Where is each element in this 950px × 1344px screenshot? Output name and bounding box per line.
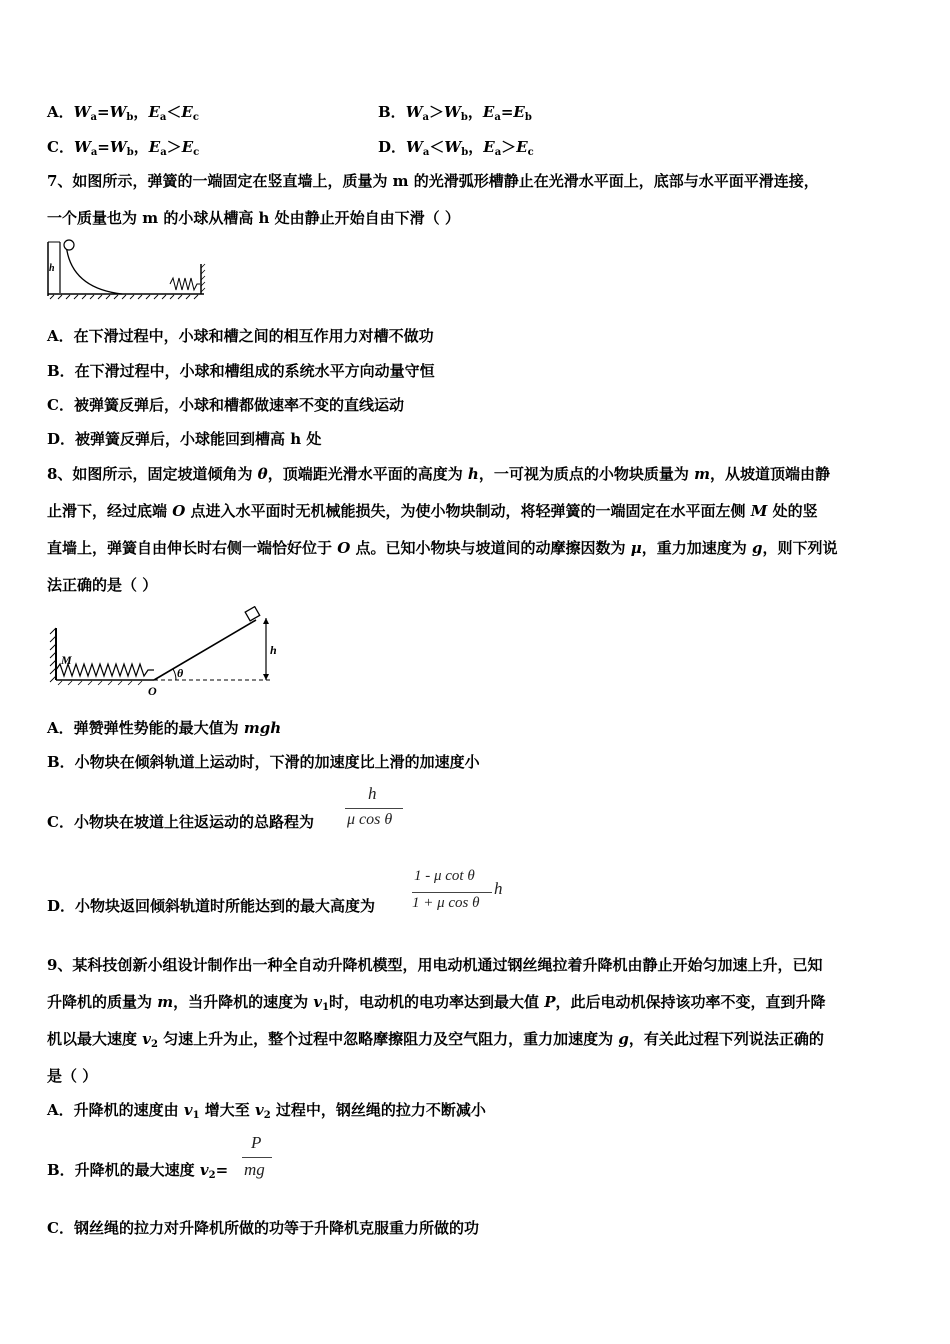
q7-figure bbox=[44, 238, 209, 300]
q7-stem-line1: 7、如图所示，弹簧的一端固定在竖直墙上，质量为 m 的光滑弧形槽静止在光滑水平面上，底部与水平面平滑连接， bbox=[47, 172, 819, 190]
option-d-prev[interactable]: D．$W_a<W_b$，$E_a>E_c$ bbox=[378, 138, 534, 158]
q9-option-a[interactable]: A．升降机的速度由 $v_1$ 增大至 $v_2$ 过程中，钢丝绳的拉力不断减小 bbox=[47, 1101, 486, 1121]
q8-option-d[interactable]: D．小物块返回倾斜轨道时所能达到的最大高度为 bbox=[47, 897, 376, 915]
q8-option-c-fraction bbox=[343, 784, 405, 834]
q8-stem-line4: 法正确的是（ ） bbox=[47, 576, 158, 594]
q7-fig-h-label: h bbox=[49, 263, 55, 274]
q9-option-b-fraction bbox=[240, 1133, 274, 1183]
q8-option-d-fraction bbox=[410, 868, 510, 920]
q9-option-c[interactable]: C．钢丝绳的拉力对升降机所做的功等于升降机克服重力所做的功 bbox=[47, 1219, 479, 1237]
q8-stem-line2: 止滑下，经过底端 O 点进入水平面时无机械能损失，为使小物块制动，将轻弹簧的一端固定在水平面左侧 M 处的竖 bbox=[47, 502, 818, 520]
q8-fig-label-h: h bbox=[270, 643, 277, 657]
fraction-denominator: μ cos θ bbox=[347, 811, 393, 828]
q9-stem-line4: 是（ ） bbox=[47, 1067, 98, 1085]
fraction-bar bbox=[412, 892, 492, 893]
q7-option-b[interactable]: B．在下滑过程中，小球和槽组成的系统水平方向动量守恒 bbox=[47, 362, 435, 380]
q8-fig-label-m: M bbox=[61, 653, 72, 667]
q9-option-b[interactable]: B．升降机的最大速度 $v_2=$ bbox=[47, 1161, 229, 1181]
q7-stem-line2: 一个质量也为 m 的小球从槽高 h 处由静止开始自由下滑（ ） bbox=[47, 209, 460, 227]
option-c-prev[interactable]: C．$W_a=W_b$，$E_a>E_c$ bbox=[47, 138, 200, 158]
fraction-bar bbox=[345, 808, 403, 809]
q7-option-c[interactable]: C．被弹簧反弹后，小球和槽都做速率不变的直线运动 bbox=[47, 396, 404, 414]
fraction-bar bbox=[242, 1157, 272, 1158]
q8-option-a[interactable]: A．弹赞弹性势能的最大值为 mgh bbox=[47, 719, 282, 737]
fraction-tail: h bbox=[494, 879, 503, 898]
q9-stem-line1: 9、某科技创新小组设计制作出一种全自动升降机模型，用电动机通过钢丝绳拉着升降机由静止开始匀加速上升，已知 bbox=[47, 956, 823, 974]
q8-fig-label-o: O bbox=[148, 684, 157, 698]
q8-option-c[interactable]: C．小物块在坡道上往返运动的总路程为 bbox=[47, 813, 314, 831]
q7-option-a[interactable]: A．在下滑过程中，小球和槽之间的相互作用力对槽不做功 bbox=[47, 327, 434, 345]
q9-stem-line3: 机以最大速度 $v_2$ 匀速上升为止，整个过程中忽略摩擦阻力及空气阻力，重力加速度为 g，有关此过程下列说法正确的 bbox=[47, 1030, 824, 1050]
fraction-denominator: 1 + μ cos θ bbox=[412, 895, 480, 911]
option-a-prev[interactable]: A．$W_a=W_b$，$E_a<E_c$ bbox=[47, 103, 199, 123]
q9-stem-line2: 升降机的质量为 m，当升降机的速度为 $v_1$时，电动机的电功率达到最大值 P，此后电动机保持该功率不变，直到升降 bbox=[47, 993, 826, 1013]
option-b-prev[interactable]: B．$W_a>W_b$，$E_a=E_b$ bbox=[378, 103, 532, 123]
fraction-numerator: h bbox=[368, 784, 377, 803]
q7-option-d[interactable]: D．被弹簧反弹后，小球能回到槽高 h 处 bbox=[47, 430, 322, 448]
q8-fig-label-theta: θ bbox=[177, 666, 184, 680]
fraction-numerator: 1 - μ cot θ bbox=[414, 868, 475, 884]
q8-figure bbox=[46, 606, 278, 698]
q8-option-b[interactable]: B．小物块在倾斜轨道上运动时，下滑的加速度比上滑的加速度小 bbox=[47, 753, 480, 771]
fraction-numerator: P bbox=[251, 1133, 262, 1152]
fraction-denominator: mg bbox=[244, 1160, 265, 1179]
q8-stem-line1: 8、如图所示，固定坡道倾角为 θ，顶端距光滑水平面的高度为 h，一可视为质点的小物块质量为 m，从坡道顶端由静 bbox=[47, 465, 830, 483]
q8-stem-line3: 直墙上，弹簧自由伸长时右侧一端恰好位于 O 点。已知小物块与坡道间的动摩擦因数为 μ，重力加速度为 g，则下列说 bbox=[47, 539, 838, 557]
